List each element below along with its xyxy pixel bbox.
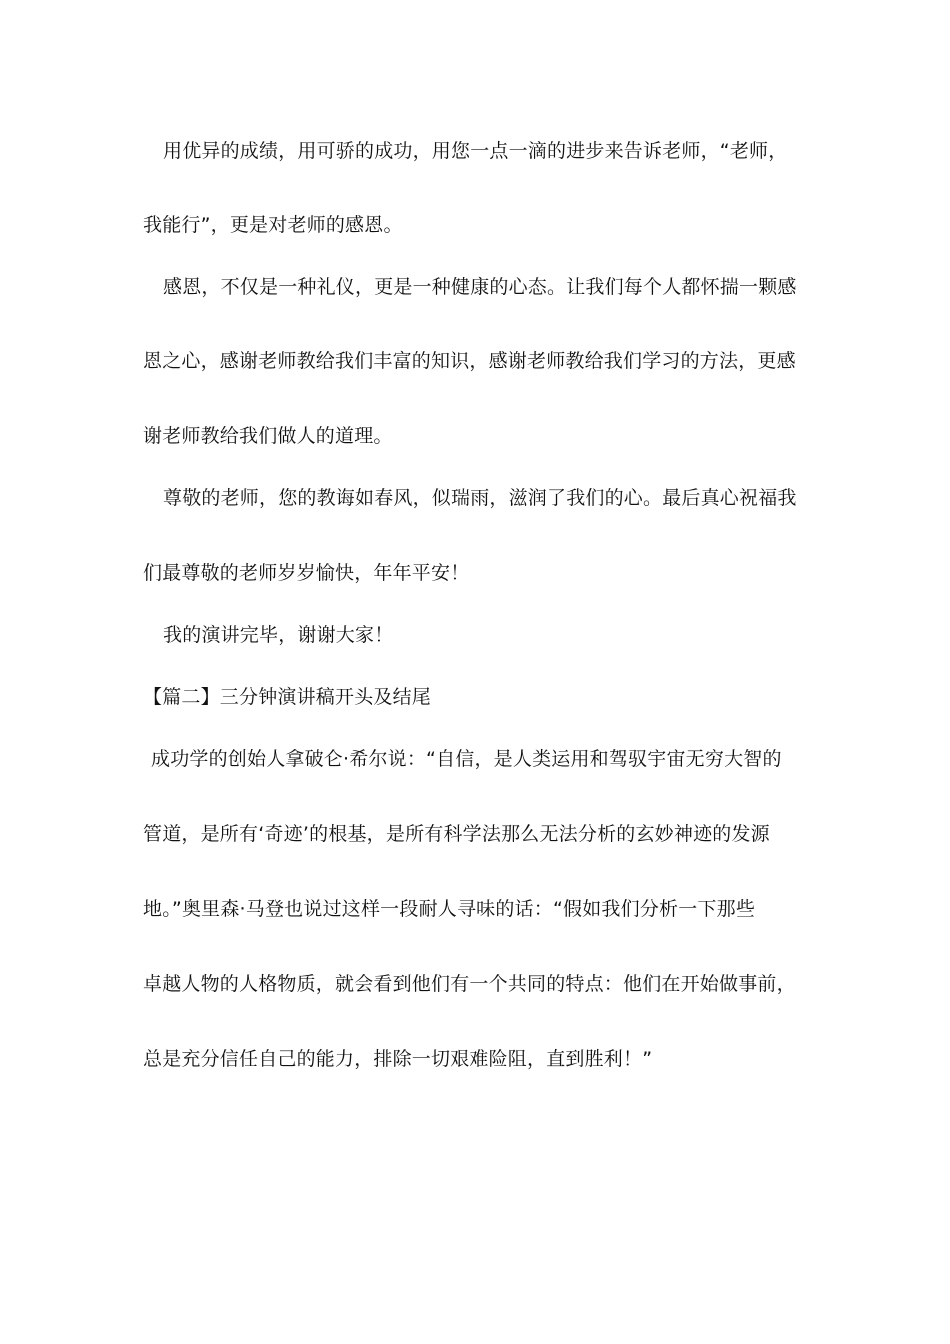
- paragraph-line: 我的演讲完毕，谢谢大家！: [163, 624, 394, 646]
- paragraph-line: 我能行”，更是对老师的感恩。: [143, 214, 403, 236]
- paragraph-line: 管道，是所有‘奇迹’的根基，是所有科学法那么无法分析的玄妙神迹的发源: [143, 823, 770, 845]
- paragraph-line: 尊敬的老师，您的教诲如春风，似瑞雨，滋润了我们的心。最后真心祝福我: [163, 487, 797, 509]
- paragraph-line: 感恩，不仅是一种礼仪，更是一种健康的心态。让我们每个人都怀揣一颗感: [163, 276, 797, 298]
- paragraph-line: 用优异的成绩，用可骄的成功，用您一点一滴的进步来告诉老师，“老师，: [163, 140, 788, 162]
- paragraph-line: 恩之心，感谢老师教给我们丰富的知识，感谢老师教给我们学习的方法，更感: [143, 350, 796, 372]
- paragraph-line: 们最尊敬的老师岁岁愉快，年年平安！: [143, 562, 470, 584]
- paragraph-line: 谢老师教给我们做人的道理。: [143, 425, 393, 447]
- paragraph-line: 成功学的创始人拿破仑·希尔说：“自信，是人类运用和驾驭宇宙无穷大智的: [151, 748, 782, 770]
- paragraph-line: 总是充分信任自己的能力，排除一切艰难险阻，直到胜利！”: [143, 1048, 653, 1070]
- section-heading: 【篇二】三分钟演讲稿开头及结尾: [143, 686, 432, 708]
- paragraph-line: 地。”奥里森·马登也说过这样一段耐人寻味的话：“假如我们分析一下那些: [143, 898, 756, 920]
- paragraph-line: 卓越人物的人格物质，就会看到他们有一个共同的特点：他们在开始做事前，: [143, 973, 796, 995]
